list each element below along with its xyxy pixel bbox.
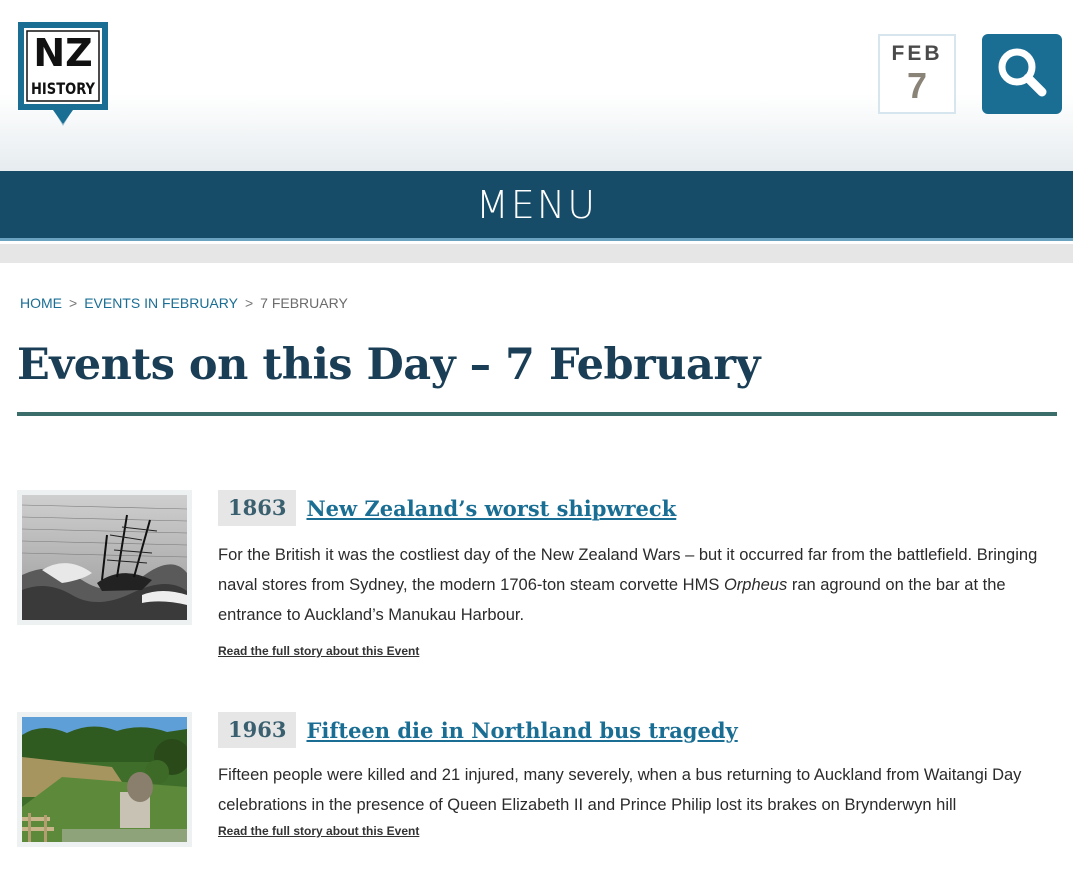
breadcrumb xyxy=(20,295,348,311)
memorial-site-photo xyxy=(22,717,187,842)
event-header xyxy=(218,490,1048,526)
read-more-link[interactable]: Read the full story about this Event xyxy=(218,824,420,838)
event-summary-italic: Orpheus xyxy=(723,576,788,594)
event-title-link[interactable]: New Zealand’s worst shipwreck xyxy=(306,495,677,521)
event-summary xyxy=(218,540,1048,630)
read-more-link[interactable]: Read the full story about this Event xyxy=(218,644,420,658)
menu-label: MENU xyxy=(475,182,598,227)
date-month: FEB xyxy=(891,42,943,65)
event-thumbnail[interactable] xyxy=(17,712,192,847)
logo-text-history: HISTORY xyxy=(31,79,96,98)
event-title-link[interactable]: Fifteen die in Northland bus tragedy xyxy=(306,717,738,743)
page-title: Events on this Day – 7 February xyxy=(17,340,760,390)
search-button[interactable] xyxy=(982,34,1062,114)
event-year-badge: 1963 xyxy=(218,712,296,748)
event-header xyxy=(218,712,1048,748)
title-divider xyxy=(17,412,1057,416)
logo-text-nz: NZ xyxy=(33,31,93,75)
breadcrumb-current: 7 FEBRUARY xyxy=(260,295,348,311)
breadcrumb-home-link[interactable]: HOME xyxy=(20,295,62,311)
event-year-badge: 1863 xyxy=(218,490,296,526)
breadcrumb-separator: > xyxy=(69,295,78,311)
event-summary-text: Fifteen people were killed and 21 injured, many severely, when a bus returning to Auckland from Waitangi Day celebrations in the presence of Queen Elizabeth II and Prince Philip lost its brakes on Brynderwyn hill xyxy=(218,766,1022,814)
event-summary-text-end: ran aground on the bar at the entrance to Auckland’s Manukau Harbour. xyxy=(218,576,1006,624)
event-summary xyxy=(218,760,1048,820)
nz-history-logo[interactable] xyxy=(18,22,108,132)
date-day: 7 xyxy=(906,65,928,106)
event-summary-text: For the British it was the costliest day of the New Zealand Wars – but it occurred far from the battlefield. Bringing naval stores from Sydney, the modern 1706-ton steam corvette HMS xyxy=(218,546,1038,594)
shipwreck-engraving-image xyxy=(22,495,187,620)
today-date-box[interactable] xyxy=(878,34,956,114)
breadcrumb-events-link[interactable]: EVENTS IN FEBRUARY xyxy=(84,295,238,311)
menu-button[interactable] xyxy=(0,171,1073,241)
header-divider xyxy=(0,244,1073,263)
search-icon xyxy=(994,44,1050,105)
breadcrumb-separator: > xyxy=(244,295,254,311)
event-body xyxy=(218,490,1048,658)
event-thumbnail[interactable] xyxy=(17,490,192,625)
site-header xyxy=(0,0,1073,171)
event-body xyxy=(218,712,1048,838)
